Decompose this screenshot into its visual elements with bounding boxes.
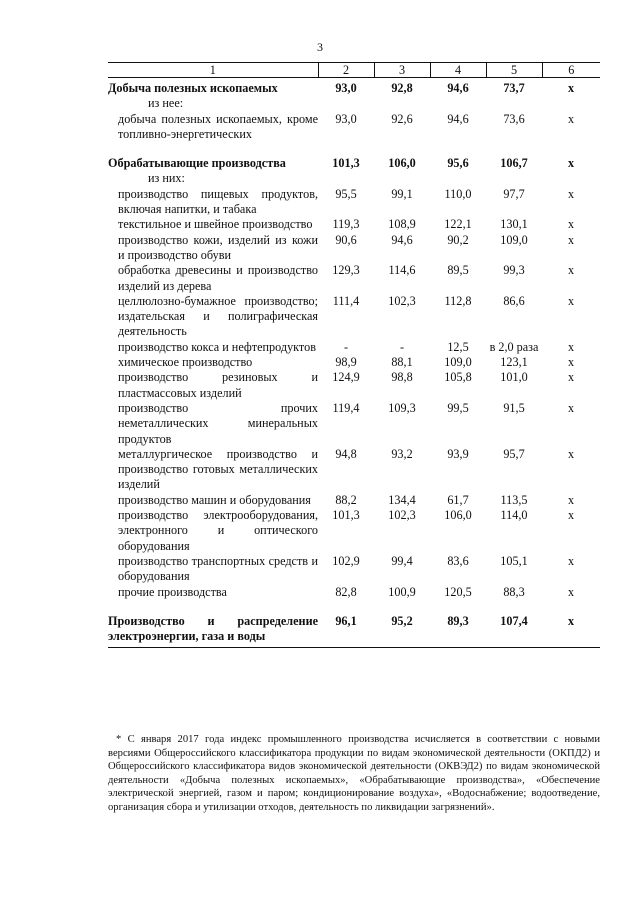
value-cell: х (567, 293, 575, 308)
row-label: обработка древесины и производство изделий из дерева (118, 263, 318, 293)
value-cell: 61,7 (447, 492, 469, 507)
column-number: 3 (374, 63, 430, 78)
row-label: производство прочих неметаллических минеральных продуктов (118, 400, 318, 446)
value-cell: х (567, 111, 575, 126)
value-cell: 102,9 (332, 553, 360, 568)
value-cell: 101,3 (332, 156, 360, 171)
value-cell: 109,0 (444, 355, 472, 370)
row-label: производство машин и оборудования (118, 492, 311, 507)
value-cell: х (567, 446, 575, 461)
value-cell: 112,8 (444, 293, 472, 308)
table-row (108, 233, 600, 264)
value-cell: 101,0 (500, 370, 528, 385)
value-cell: 89,3 (430, 614, 486, 648)
table-row (108, 447, 600, 493)
value-cell: в 2,0 раза (489, 339, 539, 354)
value-cell: 106,0 (444, 508, 472, 523)
value-cell: 111,4 (332, 293, 360, 308)
table-row (108, 217, 600, 232)
value-cell: 106,7 (500, 156, 528, 171)
value-cell: 100,9 (388, 584, 416, 599)
column-number: 4 (430, 63, 486, 78)
value-cell: 123,1 (500, 355, 528, 370)
section-title: Производство и распределение электроэнергии, газа и воды (108, 613, 318, 644)
section-title: Добыча полезных ископаемых (108, 81, 278, 95)
value-cell: 95,5 (335, 186, 357, 201)
value-cell: 94,6 (391, 232, 413, 247)
value-cell: 91,5 (503, 400, 525, 415)
value-cell: 101,3 (332, 508, 360, 523)
value-cell: 89,5 (447, 263, 469, 278)
value-cell: 113,5 (500, 492, 528, 507)
page-number: 3 (317, 40, 323, 54)
row-label: производство кокса и нефтепродуктов (118, 339, 316, 354)
column-number-header (108, 63, 600, 78)
row-label: производство транспортных средств и оборудования (118, 553, 318, 584)
value-cell: 93,9 (447, 446, 469, 461)
section-row-manufacturing (108, 156, 600, 171)
table-row (108, 585, 600, 600)
column-number: 6 (542, 63, 600, 78)
value-cell: 83,6 (447, 553, 469, 568)
value-cell: 110,0 (444, 186, 472, 201)
value-cell: х (567, 232, 575, 247)
value-cell: х (567, 355, 575, 370)
row-label: химическое производство (118, 355, 253, 370)
value-cell: 99,3 (503, 263, 525, 278)
value-cell: 97,7 (503, 186, 525, 201)
value-cell: 102,3 (388, 293, 416, 308)
value-cell: 108,9 (388, 217, 416, 232)
value-cell: 93,0 (335, 111, 357, 126)
value-cell: х (567, 156, 575, 171)
value-cell: 96,1 (318, 614, 374, 648)
table-row (108, 294, 600, 340)
industrial-index-table (108, 62, 600, 648)
value-cell: 114,6 (388, 263, 416, 278)
section-title: Обрабатывающие производства (108, 156, 286, 171)
value-cell: х (567, 217, 575, 232)
value-cell: 124,9 (332, 370, 360, 385)
value-cell: 106,0 (388, 156, 416, 171)
table-row (108, 112, 600, 143)
value-cell: 107,4 (486, 614, 542, 648)
value-cell: 120,5 (444, 584, 472, 599)
table-row (108, 263, 600, 294)
value-cell: х (567, 508, 575, 523)
column-number: 2 (318, 63, 374, 78)
value-cell: 92,8 (391, 81, 413, 95)
row-label: металлургическое производство и производство готовых металлических изделий (118, 446, 318, 492)
value-cell: 88,3 (503, 584, 525, 599)
value-cell: 95,6 (447, 156, 469, 171)
value-cell: х (567, 370, 575, 385)
value-cell: 94,6 (447, 111, 469, 126)
value-cell: 73,7 (503, 81, 525, 95)
value-cell: 95,7 (503, 446, 525, 461)
value-cell: 90,6 (335, 232, 357, 247)
value-cell: х (567, 400, 575, 415)
value-cell: 122,1 (444, 217, 472, 232)
value-cell: 105,1 (500, 553, 528, 568)
table-row (108, 355, 600, 370)
table-row (108, 187, 600, 218)
subheader-row (108, 96, 600, 111)
table-row (108, 554, 600, 585)
row-label: целлюлозно-бумажное производство; издательская и полиграфическая деятельность (118, 293, 318, 339)
spacer-row (108, 600, 600, 614)
value-cell: 92,6 (391, 111, 413, 126)
value-cell: 129,3 (332, 263, 360, 278)
value-cell: - (343, 339, 349, 354)
value-cell: х (567, 81, 575, 95)
value-cell: 93,0 (335, 81, 357, 95)
value-cell: 105,8 (444, 370, 472, 385)
value-cell: х (567, 492, 575, 507)
value-cell: 102,3 (388, 508, 416, 523)
table-row (108, 370, 600, 401)
row-label: производство электрооборудования, электронного и оптического оборудования (118, 508, 318, 553)
subheader-text: из нее: (148, 96, 184, 111)
column-number: 5 (486, 63, 542, 78)
row-label: производство пищевых продуктов, включая напитки, и табака (118, 186, 318, 217)
section-row-mining (108, 78, 600, 97)
value-cell: 99,1 (391, 186, 413, 201)
value-cell: 130,1 (500, 217, 528, 232)
value-cell: 99,5 (447, 400, 469, 415)
section-row-electricity (108, 614, 600, 648)
value-cell: 93,2 (391, 446, 413, 461)
value-cell: 134,4 (388, 492, 416, 507)
row-label: производство резиновых и пластмассовых изделий (118, 370, 318, 400)
value-cell: 90,2 (447, 232, 469, 247)
value-cell: 73,6 (503, 111, 525, 126)
column-number: 1 (108, 63, 318, 78)
table-row (108, 340, 600, 355)
spacer-row (108, 142, 600, 156)
footnote: * С января 2017 года индекс промышленного производства исчисляется в соответствии с новыми версиями Общероссийского классификатора продукции по видам экономической деятельности (ОКПД2) и Общероссийского классификатора видов экономической деятельности (ОКВЭД2) по видам экономической деятельности «Добыча полезных ископаемых», «Обрабатывающие производства», «Обеспечение электрической энергией, газом и паром; кондиционирование воздуха», «Водоснабжение; водоотведение, организация сбора и утилизации отходов, деятельность по ликвидации загрязнений». (108, 734, 600, 813)
row-label: прочие производства (118, 584, 227, 599)
table-row (108, 401, 600, 447)
value-cell: 119,3 (332, 217, 360, 232)
subheader-row (108, 171, 600, 186)
value-cell: 94,8 (335, 446, 357, 461)
row-label: текстильное и швейное производство (118, 217, 313, 232)
value-cell: х (542, 614, 600, 648)
value-cell: 94,6 (447, 81, 469, 95)
value-cell: х (567, 584, 575, 599)
value-cell: х (567, 553, 575, 568)
value-cell: 99,4 (391, 553, 413, 568)
value-cell: х (567, 263, 575, 278)
value-cell: 119,4 (332, 400, 360, 415)
value-cell: х (567, 186, 575, 201)
value-cell: 88,1 (391, 355, 413, 370)
row-label: производство кожи, изделий из кожи и производство обуви (118, 232, 318, 262)
table-row (108, 508, 600, 554)
value-cell: 109,3 (388, 400, 416, 415)
value-cell: 109,0 (500, 232, 528, 247)
value-cell: 114,0 (500, 508, 528, 523)
subheader-text: из них: (148, 171, 185, 186)
value-cell: 86,6 (503, 293, 525, 308)
value-cell: х (567, 339, 575, 354)
value-cell: 98,8 (391, 370, 413, 385)
value-cell: 12,5 (447, 339, 469, 354)
value-cell: 88,2 (335, 492, 357, 507)
table-row (108, 493, 600, 508)
value-cell: - (399, 339, 405, 354)
value-cell: 98,9 (335, 355, 357, 370)
row-label: добыча полезных ископаемых, кроме топливно-энергетических (118, 111, 318, 141)
value-cell: 95,2 (374, 614, 430, 648)
value-cell: 82,8 (335, 584, 357, 599)
